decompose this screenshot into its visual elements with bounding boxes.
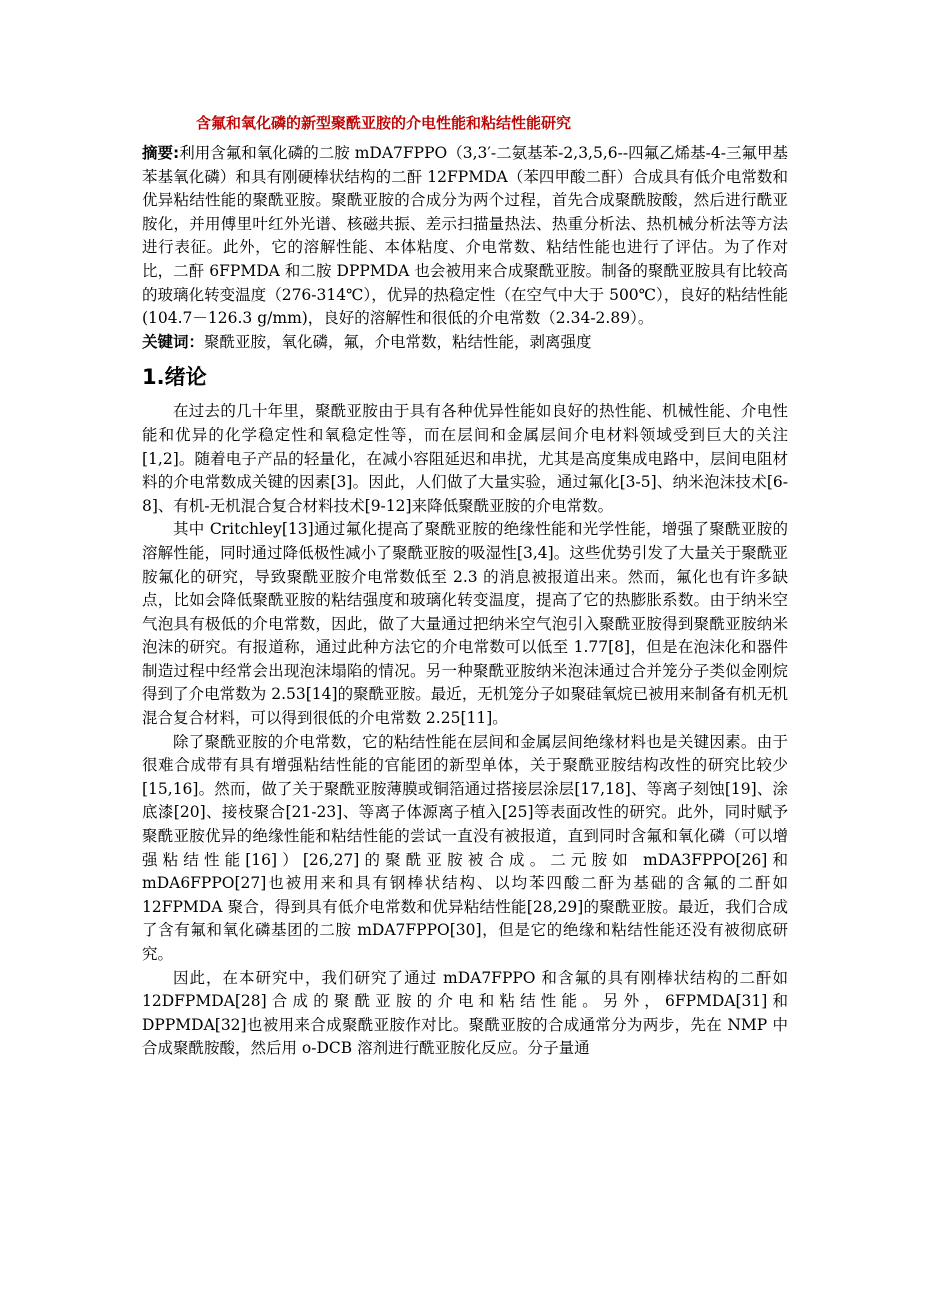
abstract — [142, 142, 788, 331]
abstract-label: 摘要: — [142, 144, 180, 162]
body-paragraph-2: 其中 Critchley[13]通过氟化提高了聚酰亚胺的绝缘性能和光学性能，增强了聚酰亚胺的溶解性能，同时通过降低极性减小了聚酰亚胺的吸湿性[3,4]。这些优势引发了大量关于聚酰亚胺氟化的研究，导致聚酰亚胺介电常数低至 2.3 的消息被报道出来。然而，氟化也有许多缺点，比如会降低聚酰亚胺的粘结强度和玻璃化转变温度，提高了它的热膨胀系数。由于纳米空气泡具有极低的介电常数，因此，做了大量通过把纳米空气泡引入聚酰亚胺得到聚酰亚胺纳米泡沫的研究。有报道称，通过此种方法它的介电常数可以低至 1.77[8]，但是在泡沫化和器件制造过程中经常会出现泡沫塌陷的情况。另一种聚酰亚胺纳米泡沫通过合并笼分子类似金刚烷得到了介电常数为 2.53[14]的聚酰亚胺。最近，无机笼分子如聚硅氧烷已被用来制备有机无机混合复合材料，可以得到很低的介电常数 2.25[11]。 — [142, 520, 788, 728]
body-paragraph-4: 因此，在本研究中，我们研究了通过 mDA7FPPO 和含氟的具有刚棒状结构的二酐如 12DFPMDA[28]合成的聚酰亚胺的介电和粘结性能。另外，6FPMDA[31]和 DPPMDA[32]也被用来合成聚酰亚胺作对比。聚酰亚胺的合成通常分为两步，先在 NMP 中合成聚酰胺酸，然后用 o-DCB 溶剂进行酰亚胺化反应。分子量通 — [142, 968, 788, 1058]
keywords-text: 聚酰亚胺，氧化磷，氟，介电常数，粘结性能，剥离强度 — [204, 332, 592, 351]
keywords-label: 关键词： — [142, 332, 205, 351]
document-page — [142, 112, 788, 1061]
paper-title: 含氟和氧化磷的新型聚酰亚胺的介电性能和粘结性能研究 — [196, 114, 572, 132]
section-heading-introduction: 1.绪论 — [142, 365, 207, 390]
body-paragraph-3: 除了聚酰亚胺的介电常数，它的粘结性能在层间和金属层间绝缘材料也是关键因素。由于很难合成带有具有增强粘结性能的官能团的新型单体，关于聚酰亚胺结构改性的研究比较少[15,16]。然而，做了关于聚酰亚胺薄膜或铜箔通过搭接层涂层[17,18]、等离子刻蚀[19]、涂底漆[20]、接枝聚合[21-23]、等离子体源离子植入[25]等表面改性的研究。此外，同时赋予聚酰亚胺优异的绝缘性能和粘结性能的尝试一直没有被报道，直到同时含氟和氧化磷（可以增强粘结性能[16]）[26,27]的聚酰亚胺被合成。二元胺如 mDA3FPPO[26]和 mDA6FPPO[27]也被用来和具有钢棒状结构、以均苯四酸二酐为基础的含氟的二酐如 12FPMDA 聚合，得到具有低介电常数和优异粘结性能[28,29]的聚酰亚胺。最近，我们合成了含有氟和氧化磷基团的二胺 mDA7FPPO[30]，但是它的绝缘和粘结性能还没有被彻底研究。 — [142, 732, 788, 963]
abstract-text: 利用含氟和氧化磷的二胺 mDA7FPPO（3,3′-二氨基苯-2,3,5,6--四氟乙烯基-4-三氟甲基苯基氧化磷）和具有刚硬棒状结构的二酐 12FPMDA（苯四甲酸二酐）合成具有低介电常数和优异粘结性能的聚酰亚胺。聚酰亚胺的合成分为两个过程，首先合成聚酰胺酸，然后进行酰亚胺化，并用傅里叶红外光谱、核磁共振、差示扫描量热法、热重分析法、热机械分析法等方法进行表征。此外，它的溶解性能、本体粘度、介电常数、粘结性能也进行了评估。为了作对比，二酐 6FPMDA 和二胺 DPPMDA 也会被用来合成聚酰亚胺。制备的聚酰亚胺具有比较高的玻璃化转变温度（276-314℃），优异的热稳定性（在空气中大于 500℃），良好的粘结性能(104.7－126.3 g/mm)，良好的溶解性和很低的介电常数（2.34-2.89）。 — [142, 144, 788, 328]
body-paragraph-1: 在过去的几十年里，聚酰亚胺由于具有各种优异性能如良好的热性能、机械性能、介电性能和优异的化学稳定性和氧稳定性等，而在层间和金属层间介电材料领域受到巨大的关注[1,2]。随着电子产品的轻量化，在减小容阻延迟和串扰，尤其是高度集成电路中，层间电阻材料的介电常数成关键的因素[3]。因此，人们做了大量实验，通过氟化[3-5]、纳米泡沫技术[6-8]、有机-无机混合复合材料技术[9-12]来降低聚酰亚胺的介电常数。 — [142, 402, 788, 515]
keywords — [142, 331, 788, 355]
